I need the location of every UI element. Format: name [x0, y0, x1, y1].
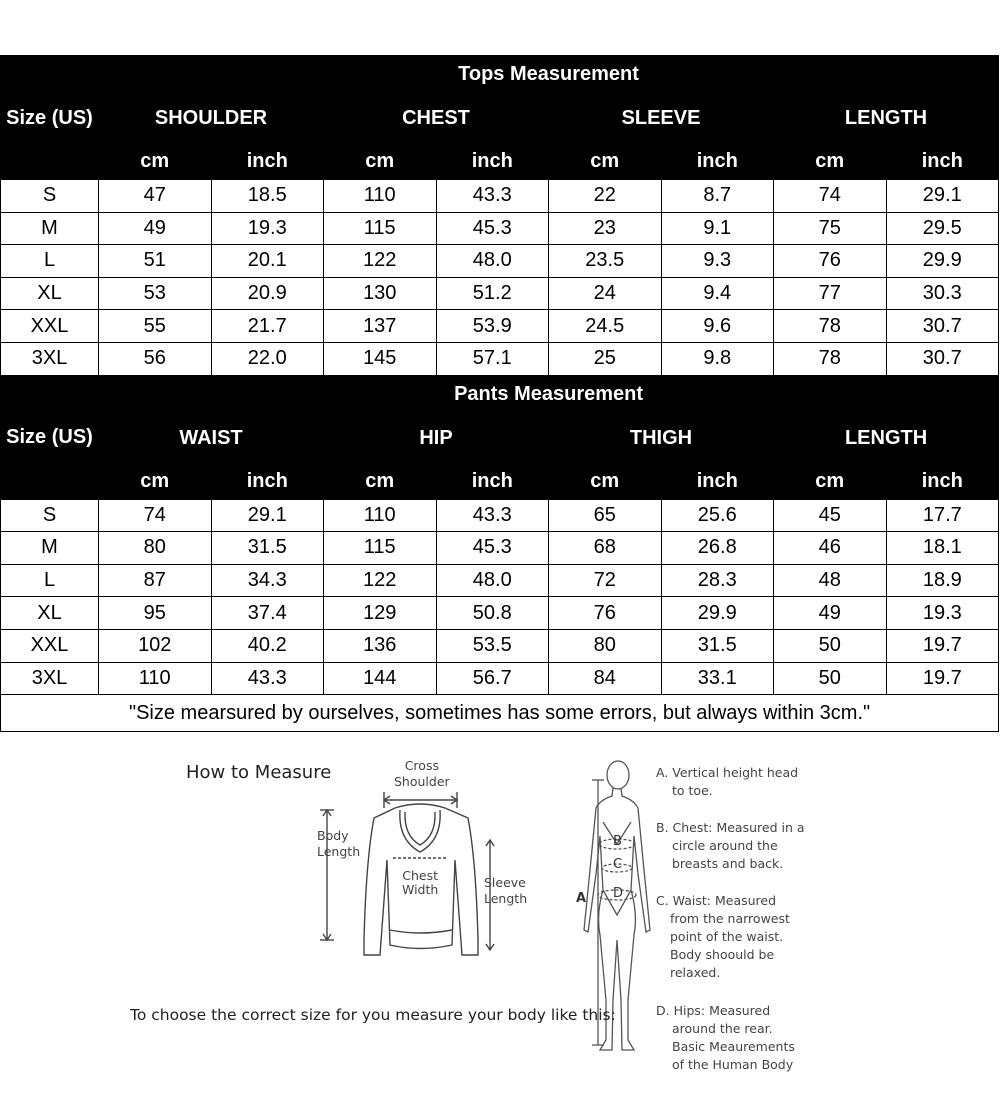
size-cell: S: [1, 180, 99, 213]
size-cell: XL: [1, 597, 99, 630]
legend-d: D. Hips: Measured around the rear. Basic Meaurements of the Human Body: [656, 1003, 795, 1072]
column-header: HIP: [324, 413, 549, 463]
unit-cm: cm: [774, 463, 887, 499]
value-cell: 25.6: [661, 499, 774, 532]
value-cell: 30.7: [886, 342, 999, 375]
unit-inch: inch: [886, 463, 999, 499]
value-cell: 49: [774, 597, 887, 630]
value-cell: 51: [99, 245, 212, 278]
size-cell: XXL: [1, 629, 99, 662]
column-header: WAIST: [99, 413, 324, 463]
value-cell: 20.1: [211, 245, 324, 278]
table-row: [1, 212, 999, 245]
value-cell: 145: [324, 342, 437, 375]
value-cell: 40.2: [211, 629, 324, 662]
value-cell: 8.7: [661, 180, 774, 213]
measurement-note: "Size mearsured by ourselves, sometimes has some errors, but always within 3cm.": [1, 695, 999, 732]
value-cell: 55: [99, 310, 212, 343]
unit-inch: inch: [661, 144, 774, 180]
body-length-label: Body Length: [317, 828, 361, 859]
value-cell: 110: [324, 499, 437, 532]
value-cell: 50: [774, 662, 887, 695]
value-cell: 80: [549, 629, 662, 662]
marker-d: D: [613, 886, 624, 901]
legend-a: A. Vertical height head to toe.: [656, 765, 799, 798]
value-cell: 74: [774, 180, 887, 213]
unit-inch: inch: [436, 144, 549, 180]
table-row: [1, 532, 999, 565]
column-header: LENGTH: [774, 413, 999, 463]
column-header: THIGH: [549, 413, 774, 463]
size-cell: XXL: [1, 310, 99, 343]
size-cell: M: [1, 212, 99, 245]
unit-cm: cm: [774, 144, 887, 180]
value-cell: 9.1: [661, 212, 774, 245]
value-cell: 115: [324, 212, 437, 245]
value-cell: 30.3: [886, 277, 999, 310]
value-cell: 80: [99, 532, 212, 565]
value-cell: 18.9: [886, 564, 999, 597]
unit-inch: inch: [436, 463, 549, 499]
unit-cm: cm: [99, 463, 212, 499]
value-cell: 51.2: [436, 277, 549, 310]
value-cell: 18.1: [886, 532, 999, 565]
value-cell: 144: [324, 662, 437, 695]
pants-table: [0, 375, 999, 733]
value-cell: 17.7: [886, 499, 999, 532]
column-header: LENGTH: [774, 94, 999, 144]
unit-cm: cm: [324, 144, 437, 180]
table-row: [1, 277, 999, 310]
table-row: [1, 597, 999, 630]
size-cell: L: [1, 564, 99, 597]
value-cell: 9.6: [661, 310, 774, 343]
value-cell: 29.9: [661, 597, 774, 630]
section-title: Pants Measurement: [99, 375, 999, 413]
unit-inch: inch: [886, 144, 999, 180]
measurement-diagram: [0, 740, 1000, 1120]
value-cell: 110: [324, 180, 437, 213]
value-cell: 115: [324, 532, 437, 565]
value-cell: 122: [324, 564, 437, 597]
value-cell: 29.1: [886, 180, 999, 213]
legend-b: B. Chest: Measured in a circle around the breasts and back.: [656, 820, 805, 871]
value-cell: 110: [99, 662, 212, 695]
table-row: [1, 310, 999, 343]
value-cell: 23: [549, 212, 662, 245]
value-cell: 31.5: [661, 629, 774, 662]
value-cell: 45: [774, 499, 887, 532]
value-cell: 24.5: [549, 310, 662, 343]
table-row: [1, 245, 999, 278]
marker-a: A: [576, 891, 587, 906]
value-cell: 53.5: [436, 629, 549, 662]
how-to-measure-section: [0, 740, 1000, 1120]
value-cell: 34.3: [211, 564, 324, 597]
value-cell: 19.3: [886, 597, 999, 630]
column-header: SHOULDER: [99, 94, 324, 144]
value-cell: 9.8: [661, 342, 774, 375]
cross-shoulder-label: Cross Shoulder: [394, 758, 450, 789]
value-cell: 78: [774, 310, 887, 343]
size-cell: L: [1, 245, 99, 278]
value-cell: 76: [549, 597, 662, 630]
value-cell: 22.0: [211, 342, 324, 375]
value-cell: 136: [324, 629, 437, 662]
value-cell: 57.1: [436, 342, 549, 375]
value-cell: 9.3: [661, 245, 774, 278]
value-cell: 50.8: [436, 597, 549, 630]
value-cell: 65: [549, 499, 662, 532]
unit-cm: cm: [549, 463, 662, 499]
unit-cm: cm: [549, 144, 662, 180]
value-cell: 29.9: [886, 245, 999, 278]
value-cell: 56.7: [436, 662, 549, 695]
size-header: Size (US): [1, 375, 99, 499]
unit-inch: inch: [661, 463, 774, 499]
value-cell: 78: [774, 342, 887, 375]
table-row: [1, 499, 999, 532]
value-cell: 53.9: [436, 310, 549, 343]
value-cell: 45.3: [436, 212, 549, 245]
unit-inch: inch: [211, 144, 324, 180]
value-cell: 25: [549, 342, 662, 375]
value-cell: 48: [774, 564, 887, 597]
value-cell: 48.0: [436, 245, 549, 278]
value-cell: 77: [774, 277, 887, 310]
legend-c: C. Waist: Measured from the narrowest point of the waist. Body shoould be relaxed.: [656, 893, 790, 980]
value-cell: 50: [774, 629, 887, 662]
marker-c: C: [613, 857, 623, 872]
unit-cm: cm: [99, 144, 212, 180]
tops-table: [0, 55, 999, 376]
marker-b: B: [613, 834, 622, 849]
value-cell: 129: [324, 597, 437, 630]
table-row: [1, 662, 999, 695]
value-cell: 43.3: [436, 499, 549, 532]
how-to-measure-title: How to Measure: [186, 762, 332, 783]
instruction-text: To choose the correct size for you measure your body like this:: [130, 1006, 616, 1024]
value-cell: 29.5: [886, 212, 999, 245]
value-cell: 74: [99, 499, 212, 532]
section-title: Tops Measurement: [99, 56, 999, 94]
value-cell: 20.9: [211, 277, 324, 310]
size-cell: 3XL: [1, 342, 99, 375]
size-cell: XL: [1, 277, 99, 310]
value-cell: 48.0: [436, 564, 549, 597]
value-cell: 47: [99, 180, 212, 213]
value-cell: 30.7: [886, 310, 999, 343]
value-cell: 46: [774, 532, 887, 565]
unit-inch: inch: [211, 463, 324, 499]
value-cell: 28.3: [661, 564, 774, 597]
value-cell: 122: [324, 245, 437, 278]
sleeve-length-label: Sleeve Length: [484, 875, 528, 906]
value-cell: 31.5: [211, 532, 324, 565]
unit-cm: cm: [324, 463, 437, 499]
value-cell: 43.3: [211, 662, 324, 695]
value-cell: 137: [324, 310, 437, 343]
value-cell: 19.7: [886, 662, 999, 695]
size-cell: 3XL: [1, 662, 99, 695]
value-cell: 49: [99, 212, 212, 245]
value-cell: 95: [99, 597, 212, 630]
value-cell: 33.1: [661, 662, 774, 695]
value-cell: 22: [549, 180, 662, 213]
value-cell: 9.4: [661, 277, 774, 310]
value-cell: 102: [99, 629, 212, 662]
value-cell: 23.5: [549, 245, 662, 278]
value-cell: 21.7: [211, 310, 324, 343]
size-header: Size (US): [1, 56, 99, 180]
value-cell: 26.8: [661, 532, 774, 565]
column-header: SLEEVE: [549, 94, 774, 144]
value-cell: 84: [549, 662, 662, 695]
value-cell: 75: [774, 212, 887, 245]
table-row: [1, 342, 999, 375]
table-row: [1, 180, 999, 213]
value-cell: 24: [549, 277, 662, 310]
value-cell: 130: [324, 277, 437, 310]
table-row: [1, 629, 999, 662]
size-cell: M: [1, 532, 99, 565]
value-cell: 19.7: [886, 629, 999, 662]
value-cell: 72: [549, 564, 662, 597]
value-cell: 19.3: [211, 212, 324, 245]
column-header: CHEST: [324, 94, 549, 144]
chest-width-label: Chest Width: [402, 868, 439, 897]
value-cell: 18.5: [211, 180, 324, 213]
size-cell: S: [1, 499, 99, 532]
value-cell: 53: [99, 277, 212, 310]
value-cell: 29.1: [211, 499, 324, 532]
value-cell: 45.3: [436, 532, 549, 565]
value-cell: 43.3: [436, 180, 549, 213]
value-cell: 87: [99, 564, 212, 597]
value-cell: 76: [774, 245, 887, 278]
value-cell: 37.4: [211, 597, 324, 630]
size-chart: [0, 55, 999, 732]
value-cell: 56: [99, 342, 212, 375]
value-cell: 68: [549, 532, 662, 565]
table-row: [1, 564, 999, 597]
